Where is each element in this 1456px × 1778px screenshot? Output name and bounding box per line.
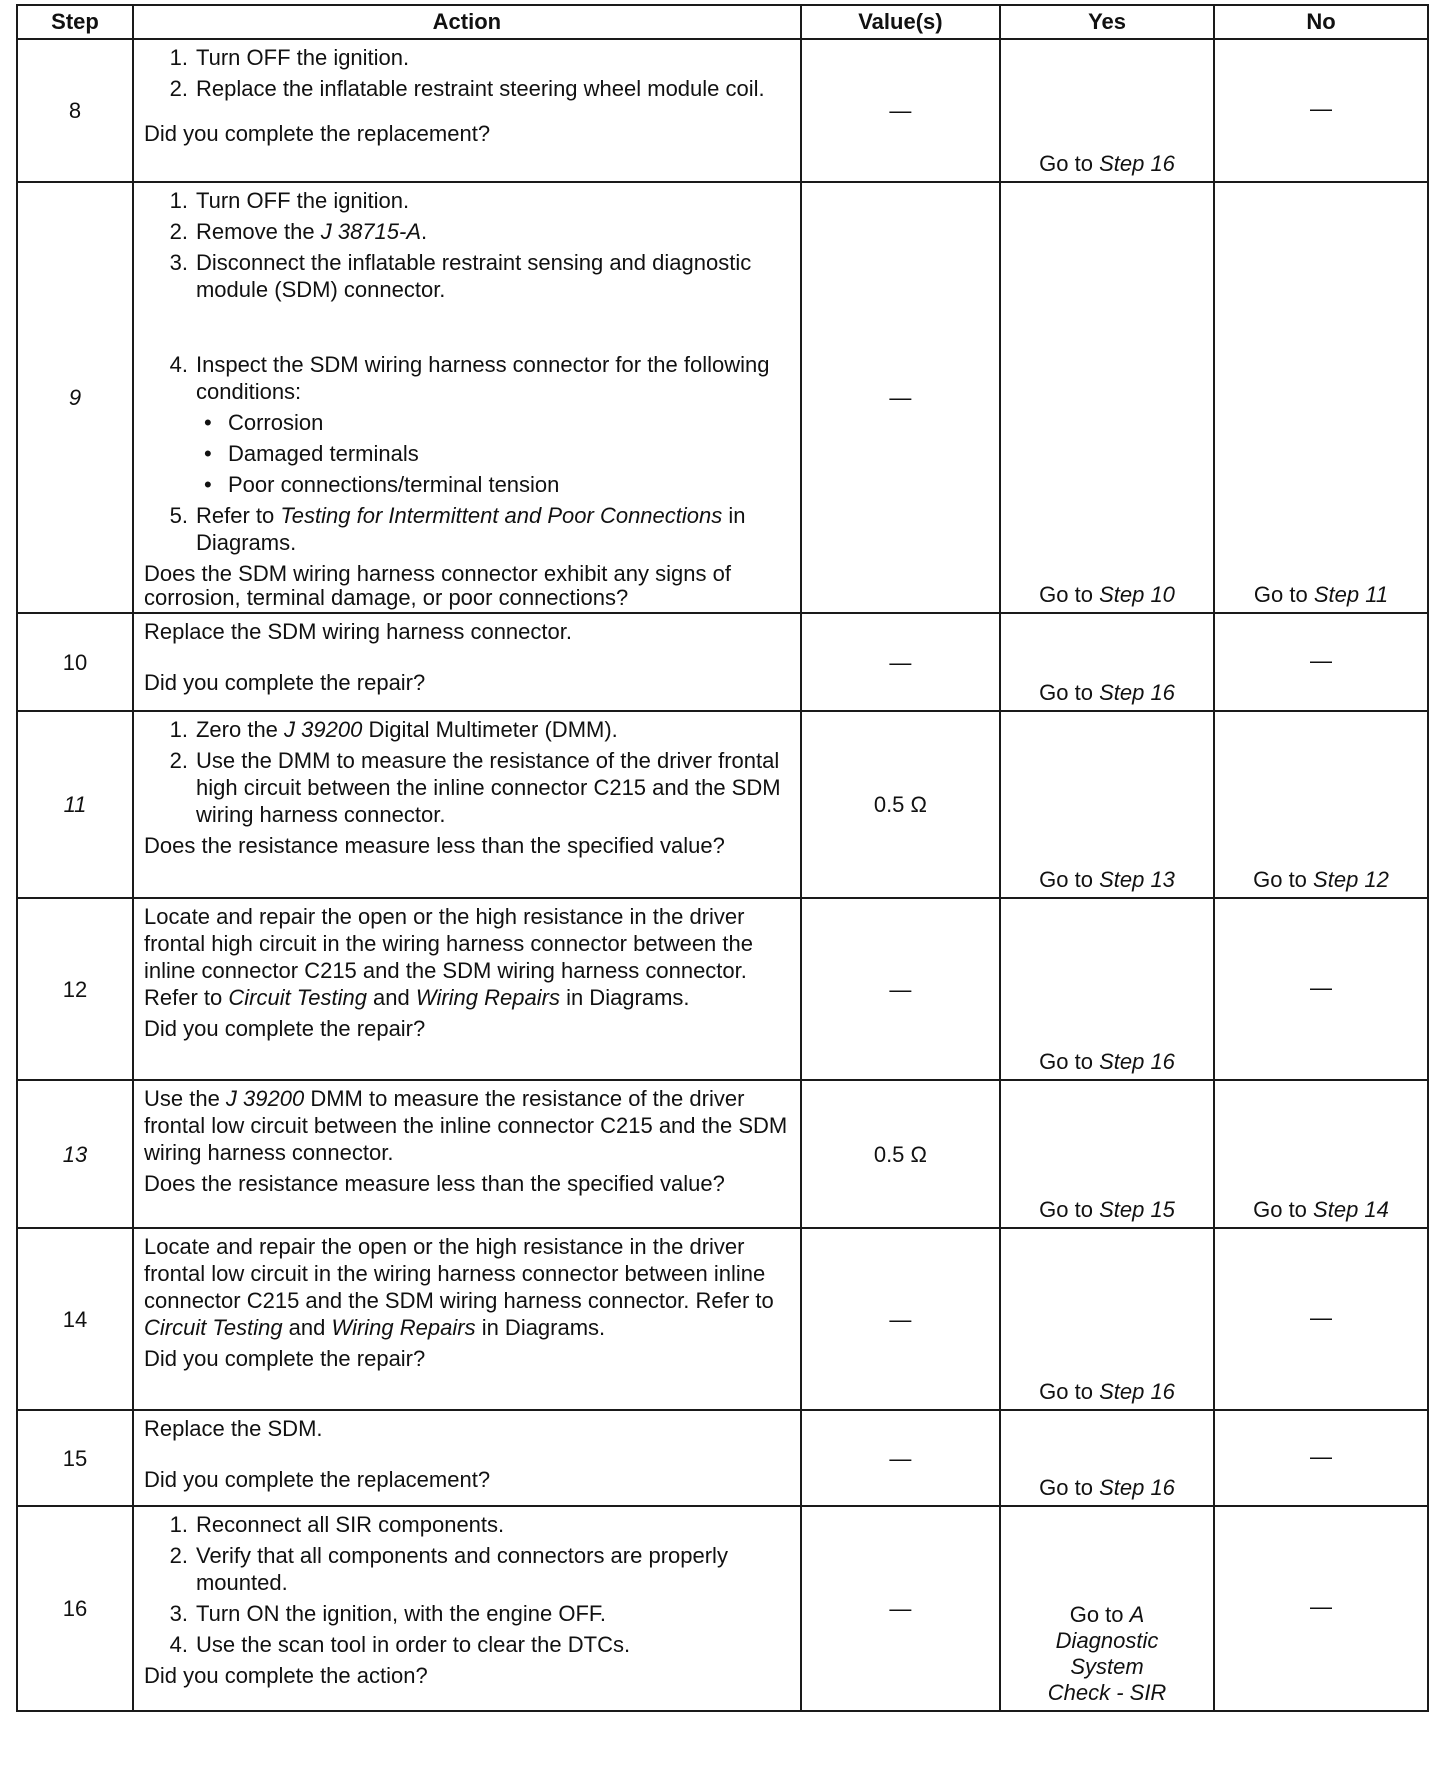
action-item: Verify that all components and connectors are properly mounted. (195, 1543, 728, 1595)
action-item: Use the DMM to measure the resistance of the driver frontal high circuit between the inline connector C215 and the SDM wiring harness connector. (195, 748, 781, 827)
table-row-step-10 (17, 613, 1428, 711)
step-number: 8 (17, 39, 133, 182)
action-cell (133, 898, 801, 1080)
table-row-step-9 (17, 182, 1428, 613)
value-cell: — (801, 613, 1000, 711)
step-number: 9 (17, 182, 133, 613)
action-cell: 1. Zero the J 39200 Digital Multimeter (DMM). 2. Use the DMM to measure the resistance of the driver frontal high circuit between the inline connector C215 and the SDM wiring harness connector. Does the resistance measure less than the specified value? (133, 711, 801, 898)
action-item: Inspect the SDM wiring harness connector for the following conditions: (195, 352, 770, 404)
table-row-step-15 (17, 1410, 1428, 1506)
table-row-step-14 (17, 1228, 1428, 1410)
value-cell: — (801, 898, 1000, 1080)
action-item: Disconnect the inflatable restraint sensing and diagnostic module (SDM) connector. (195, 250, 752, 302)
value-cell: — (801, 39, 1000, 182)
header-no: No (1214, 5, 1428, 39)
action-cell: 1. Reconnect all SIR components. 2. Verify that all components and connectors are properly mounted. 3. Turn ON the ignition, with the engine OFF. 4. Use the scan tool in order to clear the DTCs. Did you complete the action? (133, 1506, 801, 1711)
action-item: Turn OFF the ignition. (195, 188, 410, 213)
table-row-step-11 (17, 711, 1428, 898)
value-cell: — (801, 1410, 1000, 1506)
action-text: Replace the SDM. (143, 1416, 323, 1441)
header-yes: Yes (1000, 5, 1214, 39)
action-text: Replace the SDM wiring harness connector. (143, 619, 572, 644)
action-item: Refer to Testing for Intermittent and Poor Connections in Diagrams. (195, 503, 746, 555)
header-step: Step (17, 5, 133, 39)
yes-cell: Go to Step 16 (1000, 39, 1214, 182)
action-item: Turn ON the ignition, with the engine OFF. (195, 1601, 607, 1626)
bullet-item: Corrosion (227, 410, 324, 435)
value-cell: — (801, 1506, 1000, 1711)
action-text: Locate and repair the open or the high resistance in the driver frontal low circuit in the wiring harness connector between inline connector C215 and the SDM wiring harness connector. Refer to Circuit Testing and Wiring Repairs in Diagrams. (143, 1234, 774, 1340)
action-cell: 1. Turn OFF the ignition. 2. Replace the inflatable restraint steering wheel module coil. Did you complete the replacement? (133, 39, 801, 182)
action-question: Did you complete the repair? (143, 1346, 426, 1371)
step-number: 11 (17, 711, 133, 898)
action-cell: 1. Turn OFF the ignition. 2. Remove the J 38715-A. 3. Disconnect the inflatable restraint sensing and diagnostic module (SDM) connector. 4. Inspect the SDM wiring harness connector for the following conditions: • Corrosion • Damaged terminals • Poor connections/terminal tension 5. Refer to Testing for Intermittent and Poor Connections in Diagrams. Does the SDM wiring harness connector exhibit any signs of corrosion, terminal damage, or poor connections? (133, 182, 801, 613)
action-cell (133, 613, 801, 711)
action-question: Did you complete the repair? (143, 1016, 426, 1041)
action-cell (133, 1410, 801, 1506)
action-item: Remove the J 38715-A. (195, 219, 428, 244)
action-item: Replace the inflatable restraint steering wheel module coil. (195, 76, 765, 101)
header-action: Action (133, 5, 801, 39)
diagnostic-table (16, 4, 1429, 1712)
action-question: Does the SDM wiring harness connector exhibit any signs of corrosion, terminal damage, or poor connections? (143, 561, 731, 610)
yes-cell: Go to Step 16 (1000, 613, 1214, 711)
action-question: Does the resistance measure less than the specified value? (143, 1171, 725, 1196)
action-item: Reconnect all SIR components. (195, 1512, 505, 1537)
no-cell: — (1214, 1506, 1428, 1711)
bullet-item: Poor connections/terminal tension (227, 472, 560, 497)
step-number: 10 (17, 613, 133, 711)
action-question: Did you complete the action? (143, 1663, 428, 1688)
header-row (17, 5, 1428, 39)
no-cell: Go to Step 12 (1214, 711, 1428, 898)
action-question: Did you complete the replacement? (143, 121, 491, 146)
value-cell: — (801, 1228, 1000, 1410)
value-cell: 0.5 Ω (801, 1080, 1000, 1228)
action-cell (133, 1228, 801, 1410)
action-question: Did you complete the repair? (143, 670, 426, 695)
yes-cell: Go to Step 16 (1000, 1410, 1214, 1506)
table-row-step-16 (17, 1506, 1428, 1711)
yes-cell: Go to Step 16 (1000, 898, 1214, 1080)
no-cell: — (1214, 39, 1428, 182)
yes-cell: Go to Step 10 (1000, 182, 1214, 613)
no-cell: Go to Step 11 (1214, 182, 1428, 613)
step-number: 13 (17, 1080, 133, 1228)
no-cell: — (1214, 1410, 1428, 1506)
no-cell: — (1214, 1228, 1428, 1410)
step-number: 14 (17, 1228, 133, 1410)
action-item: Zero the J 39200 Digital Multimeter (DMM). (195, 717, 618, 742)
action-question: Did you complete the replacement? (143, 1467, 491, 1492)
value-cell: — (801, 182, 1000, 613)
step-number: 12 (17, 898, 133, 1080)
table-row-step-8 (17, 39, 1428, 182)
action-question: Does the resistance measure less than the specified value? (143, 833, 725, 858)
header-values: Value(s) (801, 5, 1000, 39)
yes-cell: Go to Step 15 (1000, 1080, 1214, 1228)
value-cell: 0.5 Ω (801, 711, 1000, 898)
step-number: 15 (17, 1410, 133, 1506)
bullet-item: Damaged terminals (227, 441, 419, 466)
no-cell: Go to Step 14 (1214, 1080, 1428, 1228)
action-cell (133, 1080, 801, 1228)
table-row-step-12 (17, 898, 1428, 1080)
table-row-step-13 (17, 1080, 1428, 1228)
action-item: Turn OFF the ignition. (195, 45, 410, 70)
yes-cell: Go to Step 13 (1000, 711, 1214, 898)
action-item: Use the scan tool in order to clear the DTCs. (195, 1632, 631, 1657)
no-cell: — (1214, 898, 1428, 1080)
yes-cell: Go to Step 16 (1000, 1228, 1214, 1410)
no-cell: — (1214, 613, 1428, 711)
action-text: Use the J 39200 DMM to measure the resistance of the driver frontal low circuit between the inline connector C215 and the SDM wiring harness connector. (143, 1086, 788, 1165)
action-text: Locate and repair the open or the high resistance in the driver frontal high circuit in the wiring harness connector between the inline connector C215 and the SDM wiring harness connector. Refer to Circuit Testing and Wiring Repairs in Diagrams. (143, 904, 753, 1010)
step-number: 16 (17, 1506, 133, 1711)
yes-cell: Go to A Diagnostic System Check - SIR (1000, 1506, 1214, 1711)
